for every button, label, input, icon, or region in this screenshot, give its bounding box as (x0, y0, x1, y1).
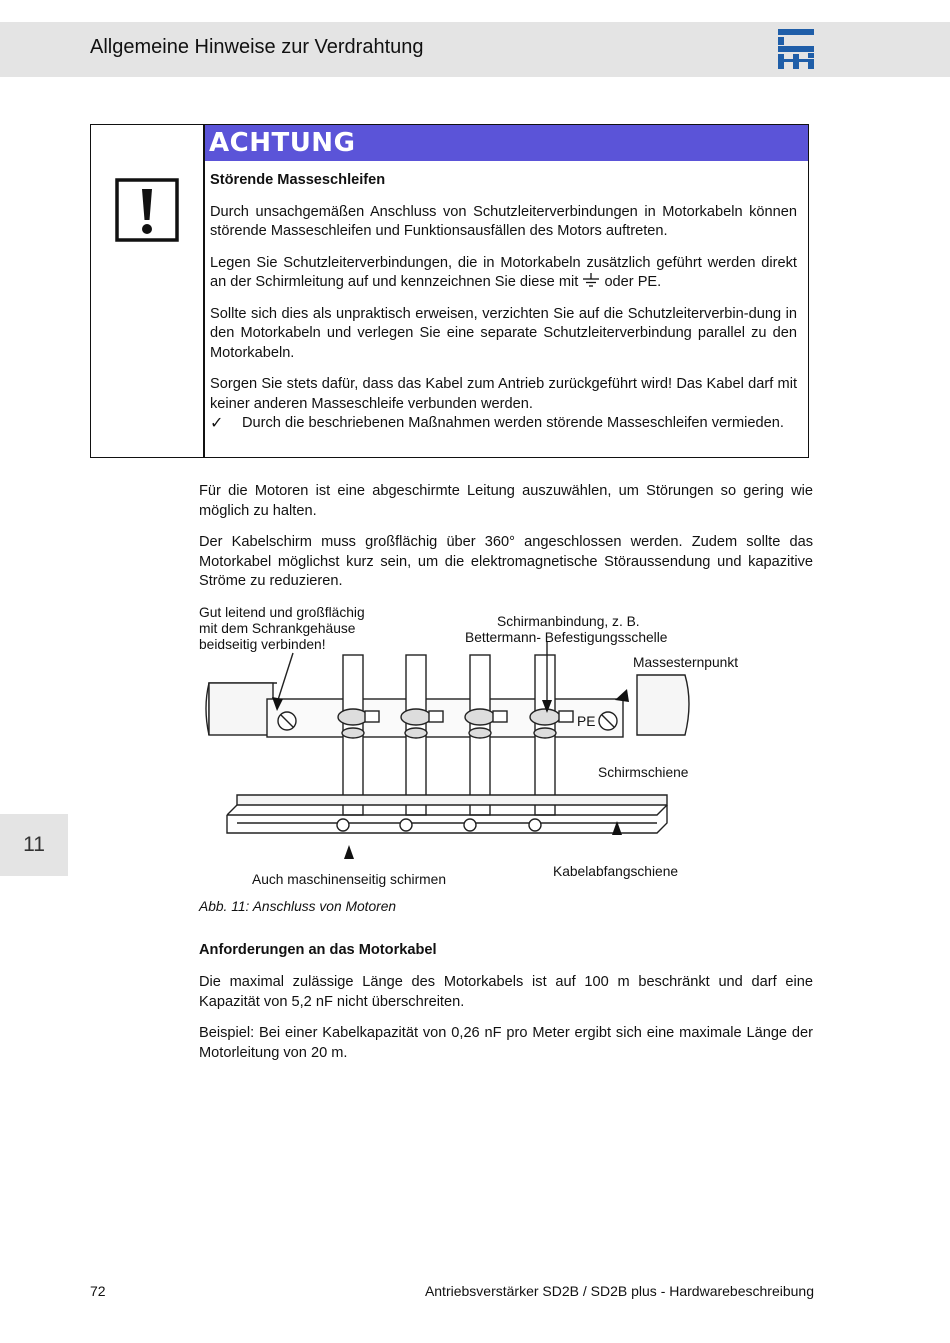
body-paragraph: Für die Motoren ist eine abgeschirmte Leitung auszuwählen, um Störungen so gering wie möglich zu halten. (199, 483, 813, 519)
section-paragraph: Beispiel: Bei einer Kabelkapazität von 0,26 nF pro Meter ergibt sich eine maximale Länge der Motorleitung von 20 m. (199, 1025, 813, 1061)
section-heading: Anforderungen an das Motorkabel (199, 942, 437, 958)
figure-label: mit dem Schrankgehäuse (199, 621, 356, 636)
warning-heading: Störende Masseschleifen (210, 172, 386, 188)
figure-label: Kabelabfangschiene (553, 864, 679, 879)
ground-symbol-icon (582, 273, 600, 287)
warning-box (90, 124, 809, 458)
figure-label: Schirmschiene (598, 765, 689, 780)
figure-label: Auch maschinenseitig schirmen (252, 872, 447, 887)
page-number: 72 (90, 1283, 106, 1299)
body-paragraph: Der Kabelschirm muss großflächig über 360° angeschlossen werden. Zudem sollte das Motorkabel möglichst kurz sein, um die elektromagnetische Störaussendung und kapazitive Ströme zu reduzieren. (199, 534, 813, 589)
figure-label: Gut leitend und großflächig (199, 605, 365, 620)
page-title: Allgemeine Hinweise zur Verdrahtung (90, 36, 424, 58)
checkmark-icon: ✓ (210, 415, 224, 432)
warning-banner: ACHTUNG (205, 125, 808, 161)
figure-label: Schirmanbindung, z. B. (497, 614, 640, 629)
motor-connection-figure (197, 603, 747, 893)
exclamation-icon (115, 178, 179, 242)
figure-caption: Abb. 11: Anschluss von Motoren (199, 899, 397, 914)
company-logo-icon (776, 28, 816, 70)
warning-paragraph: Legen Sie Schutzleiterverbindungen, die in Motorkabeln zusätzlich geführt werden direkt an der Schirmleitung auf und kennzeichnen Sie diese mit oder PE. (210, 254, 797, 290)
warning-paragraph: Durch unsachgemäßen Anschluss von Schutzleiterverbindungen in Motorkabeln können störende Masseschleifen und Funktionsausfällen des Motors auftreten. (210, 203, 797, 239)
check-text: Durch die beschriebenen Maßnahmen werden störende Masseschleifen vermieden. (242, 415, 784, 431)
figure-label: Bettermann- Befestigungsschelle (465, 630, 668, 645)
warning-divider (203, 125, 205, 457)
check-item (210, 414, 797, 434)
warning-paragraph: Sorgen Sie stets dafür, dass das Kabel zum Antrieb zurückgeführt wird! Das Kabel darf mit keiner anderen Masseschleife verbunden werden. (210, 376, 797, 412)
figure-label: beidseitig verbinden! (199, 637, 326, 652)
warning-body (210, 171, 797, 434)
section-paragraph: Die maximal zulässige Länge des Motorkabels ist auf 100 m beschränkt und darf eine Kapazität von 5,2 nF nicht überschreiten. (199, 974, 813, 1010)
figure-label: PE (577, 714, 596, 729)
warning-paragraph: Sollte sich dies als unpraktisch erweisen, verzichten Sie auf die Schutzleiterverbin-dung in den Motorkabeln und verlegen Sie eine separate Schutzleiterverbindung parallel zu den Motorkabeln. (210, 305, 797, 361)
document-title: Antriebsverstärker SD2B / SD2B plus - Hardwarebeschreibung (424, 1283, 814, 1299)
section-text (199, 973, 813, 1075)
body-text (199, 482, 813, 604)
chapter-tab: 11 (0, 814, 68, 876)
figure-label: Massesternpunkt (633, 655, 739, 670)
